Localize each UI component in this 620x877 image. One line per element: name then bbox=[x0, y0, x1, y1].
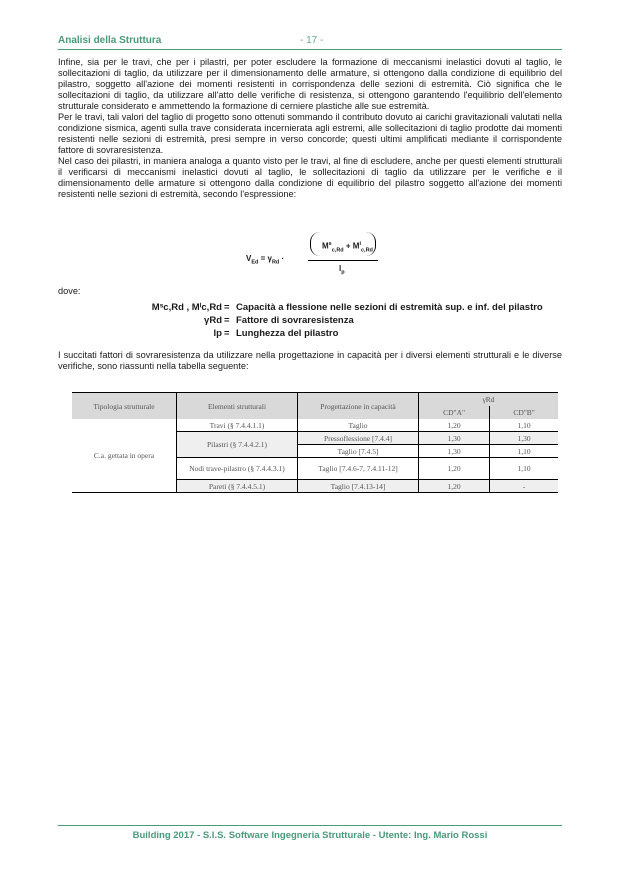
paragraph: Per le travi, tali valori del taglio di progetto sono ottenuti sommando il contributo dovuto ai carichi gravitazionali valutati nella condizione sismica, agenti sulla trave considerata incernierata agli estremi, alle sollecitazioni di taglio prodotte dai momenti resistenti nelle sezioni di estremità, presi sempre in verso concorde; questi ultimi amplificati mediante il corrispondente fattore di sovraresistenza. bbox=[58, 112, 562, 155]
paragraph: Nel caso dei pilastri, in maniera analoga a quanto visto per le travi, al fine di escludere, anche per questi elementi strutturali il verificarsi di meccanismi inelastici dovuti al taglio, le sollecitazioni di taglio da utilizzare per le verifiche e il dimensionamento delle armature si ottengono dalla condizione di equilibrio del pilastro soggetto all'azione dei momenti resistenti nelle sezioni di estremità, secondo l'espressione: bbox=[58, 156, 562, 199]
table-row: Pilastri (§ 7.4.4.2.1) Pressoflessione [7.4.4] 1,30 1,30 bbox=[72, 432, 558, 445]
page-number: - 17 - bbox=[300, 35, 324, 46]
definition-description: Lunghezza del pilastro bbox=[236, 328, 339, 339]
table-row: Taglio [7.4.5] 1,30 1,10 bbox=[72, 445, 558, 458]
formula-lhs: $V_{Ed} = \gamma_{Rd}$ · bbox=[246, 254, 285, 266]
footer-text: Building 2017 - S.I.S. Software Ingegneria Strutturale - Utente: Ing. Mario Rossi bbox=[132, 830, 488, 841]
page-header bbox=[58, 35, 562, 50]
header-progettazione: Progettazione in capacità bbox=[298, 393, 419, 420]
body-text bbox=[58, 57, 562, 200]
tipologia-cell: C.a. gettata in opera bbox=[72, 419, 177, 493]
formula-numerator: $M^s_{c,Rd} + M^i_{c,Rd}$ bbox=[322, 241, 373, 254]
shear-formula bbox=[240, 232, 390, 277]
table-row: Nodi trave-pilastro (§ 7.4.4.3.1) Taglio [7.4.6-7, 7.4.11-12] 1,20 1,10 bbox=[72, 458, 558, 480]
definition-item: lp = Lunghezza del pilastro bbox=[213, 328, 339, 339]
definition-symbol: γRd bbox=[204, 315, 222, 326]
table-row: Pareti (§ 7.4.4.5.1) Taglio [7.4.13-14] 1,20 - bbox=[72, 480, 558, 493]
definition-item: Mˢc,Rd , Mⁱc,Rd = Capacità a flessione nelle sezioni di estremità sup. e inf. del pilastro bbox=[151, 302, 543, 313]
definitions-list bbox=[58, 302, 562, 341]
definition-item: γRd = Fattore di sovraresistenza bbox=[204, 315, 354, 326]
header-cdb: CD"B" bbox=[490, 406, 558, 419]
paragraph: Infine, sia per le travi, che per i pilastri, per poter escludere la formazione di meccanismi inelastici dovuti al taglio, le sollecitazioni di taglio, da utilizzare per il dimensionamento delle armature, si ottengono dalla condizione di equilibrio del pilastro, soggetto all'azione dei momenti resistenti in corrispondenza delle sezioni di estremità. Ciò significa che le sollecitazioni di taglio, da utilizzare all'atto delle verifiche di resistenza, si ottengono garantendo l'equilibrio dell'elemento strutturale considerato e ammettendo la formazione di cerniere plastiche alle sue estremità. bbox=[58, 57, 562, 111]
definition-description: Fattore di sovraresistenza bbox=[236, 315, 354, 326]
formula-denominator: $l_p$ bbox=[339, 264, 345, 276]
header-elementi: Elementi strutturali bbox=[177, 393, 298, 420]
overstrength-table bbox=[72, 392, 558, 493]
header-title: Analisi della Struttura bbox=[58, 35, 162, 46]
dove-label: dove: bbox=[58, 286, 81, 296]
page-footer bbox=[58, 825, 562, 841]
table-intro: I succitati fattori di sovraresistenza da utilizzare nella progettazione in capacità per i diversi elementi strutturali e le diverse verifiche, sono riassunti nella tabella seguente: bbox=[58, 350, 562, 371]
table-row: C.a. gettata in opera Travi (§ 7.4.4.1.1) Taglio 1,20 1,10 bbox=[72, 419, 558, 432]
definition-symbol: lp bbox=[213, 328, 222, 339]
header-tipologia: Tipologia strutturale bbox=[72, 393, 177, 420]
fraction-bar bbox=[308, 260, 378, 261]
header-cda: CD"A" bbox=[419, 406, 490, 419]
header-gamma: γRd bbox=[419, 393, 559, 407]
definition-symbol: Mˢc,Rd , Mⁱc,Rd bbox=[151, 302, 222, 313]
definition-description: Capacità a flessione nelle sezioni di estremità sup. e inf. del pilastro bbox=[236, 302, 543, 313]
